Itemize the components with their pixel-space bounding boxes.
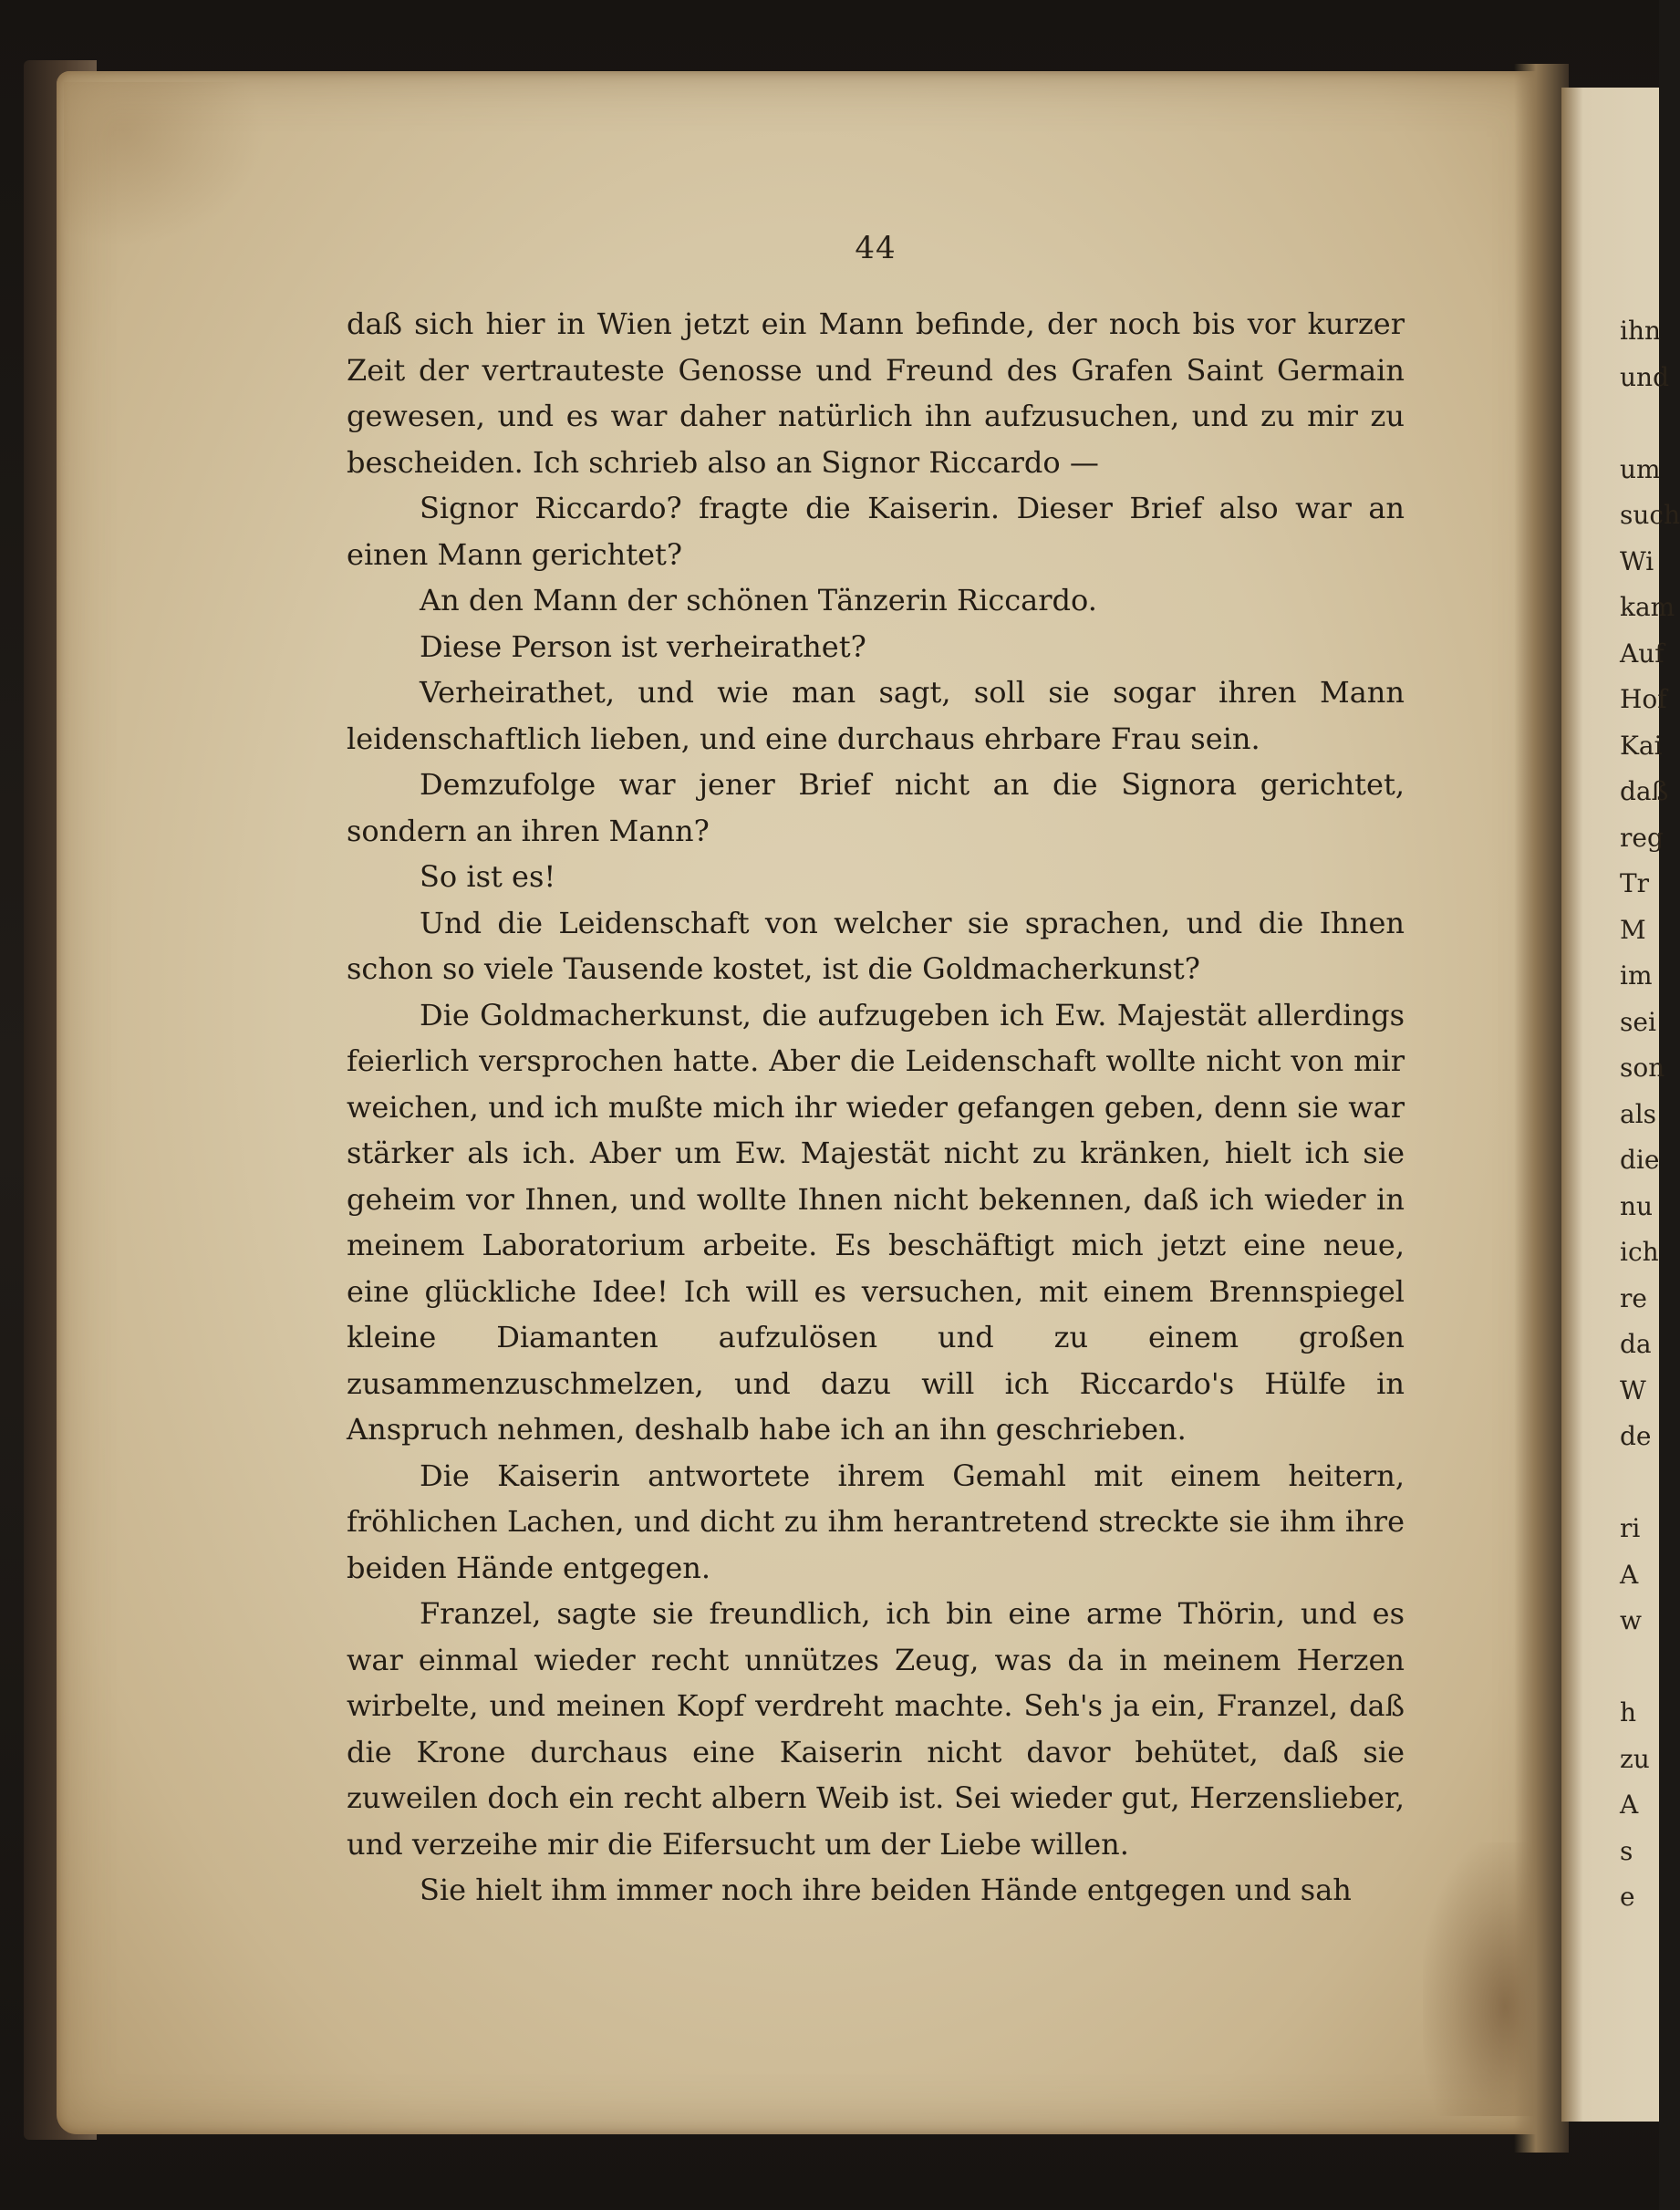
paragraph: An den Mann der schönen Tänzerin Riccardo. bbox=[420, 583, 1097, 617]
right-page-fragment: W bbox=[1620, 1375, 1646, 1406]
right-page-fragment: M bbox=[1620, 914, 1646, 945]
right-page-fragment bbox=[1620, 400, 1659, 447]
right-page-fragment: und bbox=[1620, 361, 1669, 392]
paragraph: Signor Riccardo? fragte die Kaiserin. Dieser Brief also war an einen Mann gerichtet? bbox=[347, 491, 1405, 572]
right-page-fragment: h bbox=[1620, 1697, 1637, 1728]
page-number: 44 bbox=[855, 230, 897, 266]
right-page-fragment: als bbox=[1620, 1098, 1657, 1129]
right-page-fragment: Kai bbox=[1620, 730, 1663, 761]
right-page-fragment: reg bbox=[1620, 822, 1664, 853]
right-page-fragment: ihn bbox=[1620, 316, 1662, 346]
right-page-fragment: ri bbox=[1620, 1513, 1641, 1543]
paragraph: daß sich hier in Wien jetzt ein Mann befinde, der noch bis vor kurzer Zeit der vertrauteste Genosse und Freund des Grafen Saint Germain gewesen, und es war daher natürlich ihn aufzusuchen, und zu mir zu bescheiden. Ich schrieb also an Signor Riccardo — bbox=[347, 306, 1405, 480]
body-text bbox=[347, 301, 1405, 1914]
right-page-fragment: nu bbox=[1620, 1190, 1654, 1221]
book-gutter bbox=[1514, 64, 1569, 2153]
right-page-fragment: w bbox=[1620, 1605, 1642, 1635]
right-page-fragment: A bbox=[1620, 1559, 1639, 1590]
right-page-fragment: zu bbox=[1620, 1743, 1650, 1774]
right-page-fragment: sei bbox=[1620, 1006, 1656, 1037]
right-page-fragment: Auf bbox=[1620, 638, 1664, 669]
right-page-fragment: Wi bbox=[1620, 545, 1654, 576]
paragraph: Und die Leidenschaft von welcher sie sprachen, und die Ihnen schon so viele Tausende kostet, ist die Goldmacherkunst? bbox=[347, 905, 1405, 986]
right-page-fragment bbox=[1620, 1460, 1659, 1507]
right-page-text-fragments bbox=[1620, 308, 1680, 1921]
right-page-fragment: um bbox=[1620, 453, 1661, 484]
paragraph: So ist es! bbox=[420, 859, 556, 894]
right-page-fragment bbox=[1620, 1645, 1659, 1691]
right-page-fragment: e bbox=[1620, 1882, 1635, 1912]
paper-stain bbox=[64, 82, 264, 246]
right-page-fragment: die bbox=[1620, 1145, 1660, 1175]
right-page-fragment: such bbox=[1620, 500, 1680, 530]
paragraph: Diese Person ist verheirathet? bbox=[420, 628, 866, 664]
right-page-fragment: s bbox=[1620, 1835, 1633, 1866]
paragraph: Die Goldmacherkunst, die aufzugeben ich Ew. Majestät allerdings feierlich versprochen hatte. Aber die Leidenschaft wollte nicht von mir weichen, und ich mußte mich ihr wieder gefangen geben, denn sie war stärker als ich. Aber um Ew. Majestät nicht zu kränken, hielt ich sie geheim vor Ihnen, und wollte Ihnen nicht bekennen, daß ich wieder in meinem Laboratorium arbeite. Es beschäftigt mich jetzt eine neue, eine glückliche Idee! Ich will es versuchen, mit einem Brennspiegel kleine Diamanten aufzulösen und zu einem großen zusammenzuschmelzen, und dazu will ich Riccardo's Hülfe in Anspruch nehmen, deshalb habe ich an ihn geschrieben. bbox=[347, 997, 1405, 1447]
right-page-fragment: daß bbox=[1620, 776, 1669, 806]
right-page-fragment: ich bbox=[1620, 1237, 1659, 1267]
right-page-fragment: Tr bbox=[1620, 868, 1650, 898]
right-page-fragment: kam bbox=[1620, 592, 1675, 622]
paragraph: Demzufolge war jener Brief nicht an die Signora gerichtet, sondern an ihren Mann? bbox=[347, 767, 1405, 848]
paragraph: Sie hielt ihm immer noch ihre beiden Hände entgegen und sah bbox=[420, 1873, 1352, 1907]
paragraph: Die Kaiserin antwortete ihrem Gemahl mit einem heitern, fröhlichen Lachen, und dicht zu ihm herantretend streckte sie ihm ihre beiden Hände entgegen. bbox=[347, 1458, 1405, 1585]
right-page-fragment: im bbox=[1620, 960, 1653, 991]
right-page-fragment: re bbox=[1620, 1282, 1647, 1313]
right-page-fragment: A bbox=[1620, 1790, 1639, 1820]
paragraph: Franzel, sagte sie freundlich, ich bin eine arme Thörin, und es war einmal wieder recht unnützes Zeug, was da in meinem Herzen wirbelte, und meinen Kopf verdreht machte. Seh's ja ein, Franzel, daß die Krone durchaus eine Kaiserin nicht davor behütet, daß sie zuweilen doch ein recht albern Weib ist. Sei wieder gut, Herzenslieber, und verzeihe mir die Eifersucht um der Liebe willen. bbox=[347, 1596, 1405, 1862]
paragraph: Verheirathet, und wie man sagt, soll sie sogar ihren Mann leidenschaftlich lieben, und eine durchaus ehrbare Frau sein. bbox=[347, 675, 1405, 756]
right-page-fragment: da bbox=[1620, 1329, 1652, 1359]
right-page-fragment: de bbox=[1620, 1421, 1652, 1451]
right-page-fragment: Hof bbox=[1620, 684, 1667, 714]
right-page-fragment: son bbox=[1620, 1053, 1665, 1083]
